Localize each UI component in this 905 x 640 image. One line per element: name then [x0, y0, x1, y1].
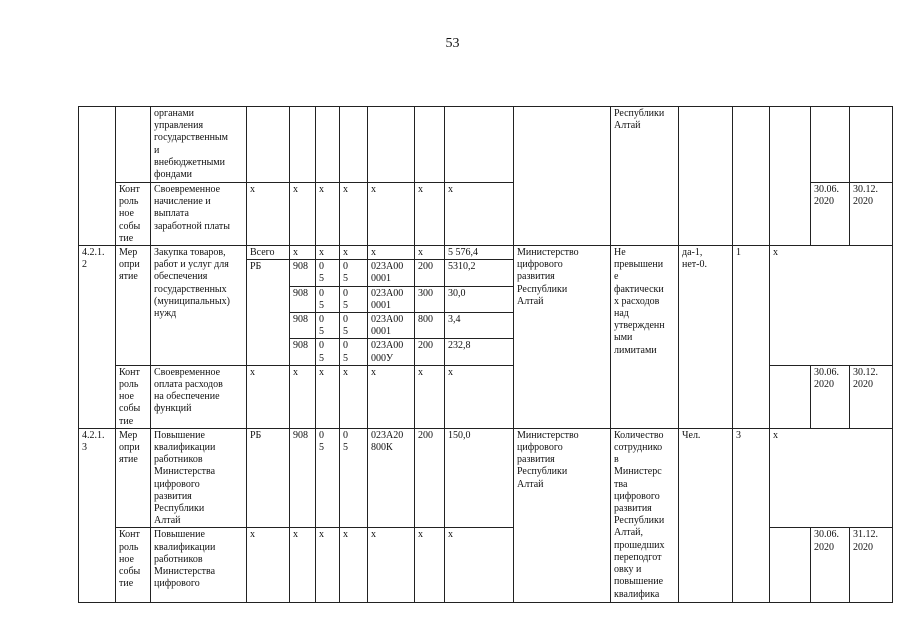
indicator-cell: Республики Алтай: [611, 107, 679, 246]
rz-cell: х: [316, 365, 340, 428]
indicator-cell: Количество сотруднико в Министерс тва цифрового развития Республики Алтай, прошедших переподгот овку и повышение квалифика: [611, 428, 679, 603]
csr-cell: 023А00 0001: [368, 260, 415, 286]
amount-cell: 232,8: [445, 339, 514, 365]
table-row: [79, 365, 893, 428]
start-date-cell: х: [770, 428, 893, 528]
amount-cell: 30,0: [445, 286, 514, 312]
name-cell: Повышение квалификации работников Министерства цифрового: [151, 528, 247, 603]
table-row: [79, 428, 893, 528]
type-cell: Конт роль ное собы тие: [116, 365, 151, 428]
rz-cell: х: [316, 246, 340, 260]
rz-cell: 0 5: [316, 339, 340, 365]
source-cell: [247, 107, 290, 183]
csr-cell: х: [368, 365, 415, 428]
pr-cell: 0 5: [340, 313, 368, 339]
rz-cell: х: [316, 183, 340, 246]
csr-cell: х: [368, 183, 415, 246]
pr-cell: х: [340, 246, 368, 260]
csr-cell: х: [368, 528, 415, 603]
csr-cell: 023А00 0001: [368, 286, 415, 312]
pr-cell: [340, 107, 368, 183]
amount-cell: 3,4: [445, 313, 514, 339]
pr-cell: х: [340, 365, 368, 428]
grbs-cell: 908: [290, 339, 316, 365]
vr-cell: [415, 107, 445, 183]
unit-cell: [679, 107, 733, 246]
value-cell: [733, 107, 770, 246]
end-date-cell: 30.12. 2020: [850, 183, 893, 246]
name-cell: Своевременное начисление и выплата заработной платы: [151, 183, 247, 246]
executor-cell: Министерство цифрового развития Республики Алтай: [514, 246, 611, 429]
rz-cell: [316, 107, 340, 183]
amount-cell: х: [445, 365, 514, 428]
vr-cell: х: [415, 365, 445, 428]
source-cell: х: [247, 365, 290, 428]
grbs-cell: 908: [290, 428, 316, 528]
start-date-cell: х: [770, 246, 893, 366]
grbs-cell: х: [290, 183, 316, 246]
type-cell: Конт роль ное собы тие: [116, 528, 151, 603]
grbs-cell: х: [290, 528, 316, 603]
vr-cell: х: [415, 183, 445, 246]
vr-cell: 200: [415, 339, 445, 365]
csr-cell: 023А00 0001: [368, 313, 415, 339]
start-date-cell: [811, 107, 850, 183]
indicator-cell: Не превышени е фактически х расходов над утвержденн ыми лимитами: [611, 246, 679, 429]
table-row: [79, 528, 893, 603]
unit-cell: Чел.: [679, 428, 733, 603]
blank-cell: [770, 107, 811, 246]
pr-cell: 0 5: [340, 286, 368, 312]
value-cell: 1: [733, 246, 770, 429]
pr-cell: х: [340, 183, 368, 246]
blank-cell: [770, 365, 811, 428]
amount-cell: х: [445, 183, 514, 246]
type-cell: Конт роль ное собы тие: [116, 183, 151, 246]
value-cell: 3: [733, 428, 770, 603]
vr-cell: х: [415, 528, 445, 603]
grbs-cell: [290, 107, 316, 183]
type-cell: [116, 107, 151, 183]
end-date-cell: [850, 107, 893, 183]
source-cell: х: [247, 183, 290, 246]
name-cell: органами управления государственным и внебюджетными фондами: [151, 107, 247, 183]
amount-cell: [445, 107, 514, 183]
grbs-cell: х: [290, 246, 316, 260]
grbs-cell: 908: [290, 313, 316, 339]
end-date-cell: 30.12. 2020: [850, 365, 893, 428]
source-cell: х: [247, 528, 290, 603]
source-cell: Всего: [247, 246, 290, 260]
unit-cell: да-1, нет-0.: [679, 246, 733, 429]
pr-cell: х: [340, 528, 368, 603]
type-cell: Мер опри ятие: [116, 428, 151, 528]
start-date-cell: 30.06. 2020: [811, 528, 850, 603]
vr-cell: 800: [415, 313, 445, 339]
amount-cell: х: [445, 528, 514, 603]
vr-cell: 200: [415, 428, 445, 528]
csr-cell: [368, 107, 415, 183]
end-date-cell: 31.12. 2020: [850, 528, 893, 603]
csr-cell: 023А20 800К: [368, 428, 415, 528]
page-number: 53: [445, 36, 460, 51]
amount-cell: 150,0: [445, 428, 514, 528]
name-cell: Своевременное оплата расходов на обеспечение функций: [151, 365, 247, 428]
csr-cell: 023А00 000У: [368, 339, 415, 365]
grbs-cell: 908: [290, 260, 316, 286]
amount-cell: 5 576,4: [445, 246, 514, 260]
table-row: [79, 246, 893, 260]
num-cell: 4.2.1. 2: [79, 246, 116, 429]
start-date-cell: 30.06. 2020: [811, 183, 850, 246]
name-cell: Закупка товаров, работ и услуг для обеспечения государственных (муниципальных) нужд: [151, 246, 247, 366]
pr-cell: 0 5: [340, 260, 368, 286]
pr-cell: 0 5: [340, 339, 368, 365]
rz-cell: 0 5: [316, 428, 340, 528]
start-date-cell: 30.06. 2020: [811, 365, 850, 428]
source-cell: РБ: [247, 428, 290, 528]
csr-cell: х: [368, 246, 415, 260]
table-row: [79, 107, 893, 183]
executor-cell: Министерство цифрового развития Республики Алтай: [514, 428, 611, 603]
pr-cell: 0 5: [340, 428, 368, 528]
budget-table: [78, 106, 893, 603]
source-cell: РБ: [247, 260, 290, 366]
vr-cell: 300: [415, 286, 445, 312]
rz-cell: 0 5: [316, 260, 340, 286]
grbs-cell: х: [290, 365, 316, 428]
name-cell: Повышение квалификации работников Министерства цифрового развития Республики Алтай: [151, 428, 247, 528]
grbs-cell: 908: [290, 286, 316, 312]
amount-cell: 5310,2: [445, 260, 514, 286]
type-cell: Мер опри ятие: [116, 246, 151, 366]
rz-cell: 0 5: [316, 313, 340, 339]
executor-cell: [514, 107, 611, 246]
rz-cell: х: [316, 528, 340, 603]
vr-cell: 200: [415, 260, 445, 286]
vr-cell: х: [415, 246, 445, 260]
num-cell: 4.2.1. 3: [79, 428, 116, 603]
blank-cell: [770, 528, 811, 603]
rz-cell: 0 5: [316, 286, 340, 312]
num-cell: [79, 107, 116, 246]
